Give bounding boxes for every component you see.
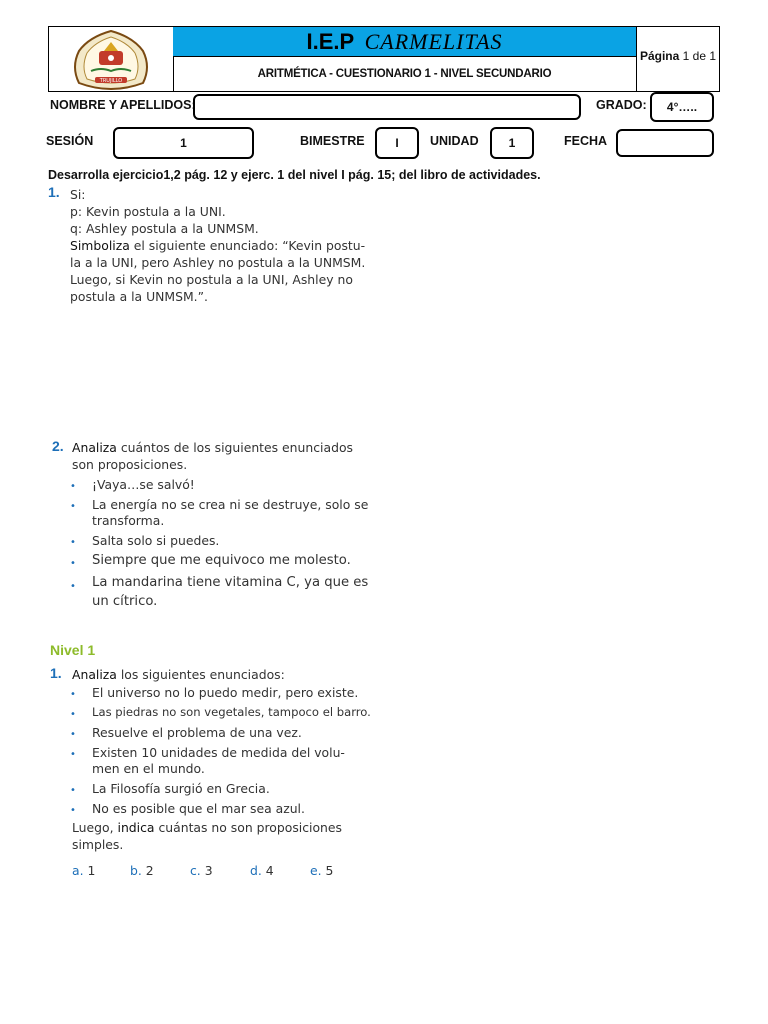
option-b[interactable] — [130, 862, 154, 879]
question-number: 1. — [50, 665, 62, 681]
list-item: La mandarina tiene vitamina C, ya que es — [92, 575, 369, 590]
keyword: Analiza — [72, 440, 117, 455]
closing-text: simples. — [72, 837, 124, 852]
list-item: El universo no lo puedo medir, pero existe. — [92, 685, 359, 700]
page-cell — [637, 27, 719, 91]
q1-line: p: Kevin postula a la UNI. — [70, 204, 226, 219]
option-value: 5 — [325, 863, 334, 878]
list-item: La energía no se crea ni se destruye, solo se — [92, 497, 369, 512]
list-item: Existen 10 unidades de medida del volu- — [92, 745, 345, 760]
bullet-icon: • — [70, 709, 76, 720]
date-label: FECHA — [564, 134, 608, 148]
list-item: Siempre que me equivoco me molesto. — [92, 553, 351, 568]
bullet-icon: • — [70, 537, 76, 548]
closing-text: cuántas no son proposiciones — [154, 820, 342, 835]
logo-text: TRUJILLO — [99, 78, 123, 84]
keyword: Simboliza — [70, 238, 130, 253]
option-d[interactable] — [250, 862, 274, 879]
instruction: Desarrolla ejercicio1,2 pág. 12 y ejerc. 1 del nivel I pág. 15; del libro de actividades. — [48, 168, 541, 182]
question-number: 2. — [52, 438, 64, 454]
bimester-field[interactable]: I — [375, 127, 419, 159]
session-label: SESIÓN — [46, 134, 94, 148]
list-item: La Filosofía surgió en Grecia. — [92, 781, 270, 796]
name-label: NOMBRE Y APELLIDOS: — [50, 98, 196, 112]
q1-line: q: Ashley postula a la UNMSM. — [70, 221, 259, 236]
iep-label: I.E.P — [306, 29, 355, 54]
logo-cell — [49, 27, 174, 91]
grade-label: GRADO: — [596, 98, 647, 112]
q2-line: cuántos de los siguientes enunciados — [116, 440, 353, 455]
date-field[interactable] — [616, 129, 714, 157]
option-value: 1 — [87, 863, 96, 878]
bullet-icon: • — [70, 581, 76, 592]
option-value: 4 — [265, 863, 274, 878]
school-name: CARMELITAS — [364, 29, 503, 54]
q1-line: Luego, si Kevin no postula a la UNI, Ashley no — [70, 272, 353, 287]
bullet-icon: • — [70, 481, 76, 492]
list-item: Las piedras no son vegetales, tampoco el barro. — [92, 705, 371, 719]
unit-label: UNIDAD — [430, 134, 479, 148]
grade-field[interactable]: 4°….. — [650, 92, 714, 122]
option-a[interactable] — [72, 862, 95, 879]
list-item: Salta solo si puedes. — [92, 533, 220, 548]
option-e[interactable] — [310, 862, 333, 879]
q1-line: Si: — [70, 187, 86, 202]
subtitle-cell — [173, 57, 637, 91]
q1-line: la a la UNI, pero Ashley no postula a la UNMSM. — [70, 255, 366, 270]
q2-line: son proposiciones. — [72, 457, 188, 472]
answer-options — [72, 862, 372, 882]
nivel1-closing — [72, 819, 392, 853]
option-value: 3 — [204, 863, 213, 878]
list-item: men en el mundo. — [92, 761, 205, 776]
keyword: indica — [117, 820, 155, 835]
nivel1-intro: los siguientes enunciados: — [116, 667, 285, 682]
closing-text: Luego, — [72, 820, 118, 835]
bullet-icon: • — [70, 729, 76, 740]
bullet-icon: • — [70, 501, 76, 512]
list-item: transforma. — [92, 513, 165, 528]
bullet-icon: • — [70, 805, 76, 816]
option-value: 2 — [145, 863, 154, 878]
header-table — [48, 26, 720, 92]
option-c[interactable] — [190, 862, 213, 879]
bimester-label: BIMESTRE — [300, 134, 365, 148]
q1-line: postula a la UNMSM.”. — [70, 289, 208, 304]
list-item: Resuelve el problema de una vez. — [92, 725, 302, 740]
title-cell — [173, 27, 637, 57]
page-count: 1 de 1 — [682, 49, 717, 63]
unit-field[interactable]: 1 — [490, 127, 534, 159]
list-item: ¡Vaya…se salvó! — [92, 477, 195, 492]
bullet-icon: • — [70, 749, 76, 760]
option-letter: c. — [190, 863, 201, 878]
bullet-icon: • — [70, 785, 76, 796]
school-crest-icon — [49, 27, 173, 91]
q1-line: el siguiente enunciado: “Kevin postu- — [129, 238, 366, 253]
section-title: Nivel 1 — [50, 642, 96, 658]
list-item: No es posible que el mar sea azul. — [92, 801, 305, 816]
option-letter: e. — [310, 863, 322, 878]
keyword: Analiza — [72, 667, 117, 682]
session-field[interactable]: 1 — [113, 127, 254, 159]
option-letter: a. — [72, 863, 84, 878]
page-word: Página — [639, 49, 680, 63]
bullet-icon: • — [70, 558, 76, 569]
option-letter: d. — [250, 863, 262, 878]
option-letter: b. — [130, 863, 142, 878]
list-item: un cítrico. — [92, 594, 158, 609]
bullet-icon: • — [70, 689, 76, 700]
subtitle: ARITMÉTICA - CUESTIONARIO 1 - NIVEL SECUNDARIO — [257, 68, 552, 80]
question-number: 1. — [48, 184, 60, 200]
name-field[interactable] — [193, 94, 581, 120]
